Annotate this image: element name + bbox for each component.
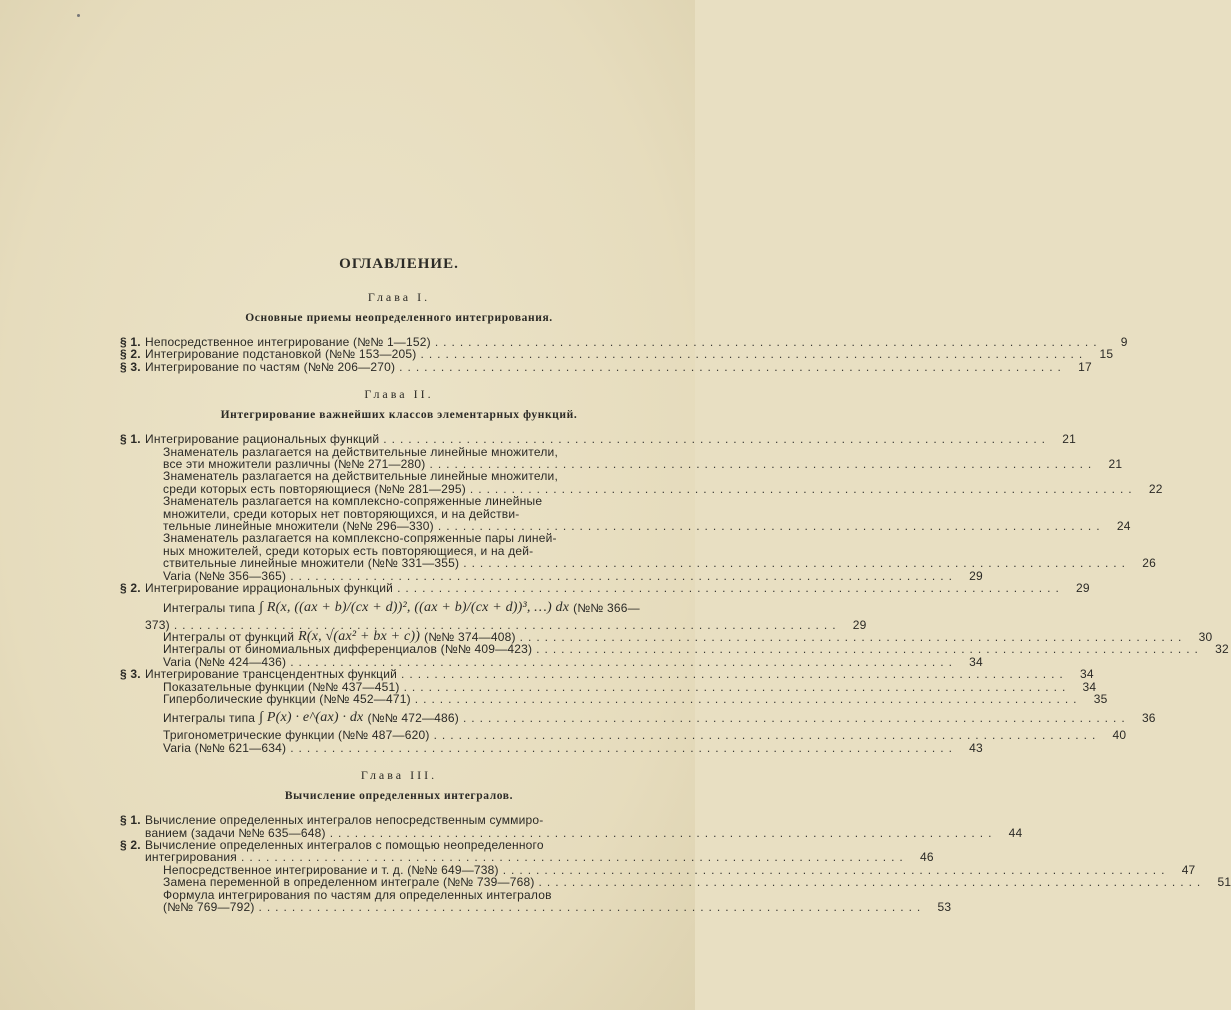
math-formula: ∫ P(x) · e^(ax) · dx [259, 710, 364, 726]
toc-entry [120, 850, 934, 865]
page-number: 17 [1078, 359, 1092, 374]
dot-leader: ................................................................................ [434, 335, 1102, 349]
toc-entry [120, 814, 638, 826]
toc-entry [120, 642, 1229, 657]
toc-entry [120, 532, 638, 544]
page-number: 43 [969, 740, 983, 755]
toc-entry [120, 581, 1090, 596]
entry-text: Знаменатель разлагается на действительные линейные множители, [163, 444, 558, 459]
entry-text: Непосредственное интегрирование и т. д. (№№ 649—738) [163, 862, 499, 877]
chapter-title: Основные приемы неопределенного интегрирования. [245, 312, 553, 324]
entry-text: множители, среди которых нет повторяющихся, и на действи- [163, 506, 520, 521]
toc-entry [120, 667, 1094, 682]
entry-text-continued: (№№ 472—486) [367, 711, 459, 726]
toc-entry [120, 875, 1231, 890]
dot-leader: ................................................................................ [462, 711, 1130, 726]
page-number: 32 [1215, 642, 1229, 657]
section-number: § 1. [120, 335, 141, 349]
entry-text-continued: (№№ 374—408) [424, 629, 516, 644]
entry-text: Varia (№№ 356—365) [163, 568, 287, 583]
dot-leader: ................................................................................ [502, 862, 1170, 877]
entry-text: 373) [145, 617, 170, 632]
spacer [120, 913, 638, 919]
entry-text: Интегралы от биномиальных дифференциалов (№№ 409—423) [163, 642, 533, 657]
dot-leader: ................................................................................ [383, 432, 1050, 447]
table-of-contents [120, 256, 1231, 919]
dot-leader: ................................................................................ [429, 457, 1097, 472]
dot-leader: ................................................................................ [290, 654, 957, 669]
section-number: § 3. [120, 667, 141, 682]
page-number: 9 [1120, 335, 1128, 349]
page-number: 35 [1093, 691, 1108, 706]
page-title: ОГЛАВЛЕНИЕ. [339, 256, 459, 272]
toc-entry [120, 740, 983, 755]
page-number: 40 [1112, 728, 1127, 743]
toc-entry [120, 495, 638, 507]
entry-text: Вычисление определенных интегралов с помощью неопределенного [145, 837, 544, 852]
toc-entry [120, 432, 1076, 447]
section-number: § 2. [120, 347, 141, 362]
page-number: 26 [1142, 556, 1156, 571]
dot-leader: ................................................................................ [420, 347, 1088, 362]
page-number: 34 [969, 654, 983, 669]
entry-text: ных множителей, среди которых есть повторяющиеся, и на дей- [163, 543, 534, 558]
chapter-title: Вычисление определенных интегралов. [284, 790, 514, 803]
chapter-heading: Глава II. [364, 387, 434, 402]
dot-leader: ................................................................................ [414, 691, 1082, 706]
entry-text: Интегрирование по частям (№№ 206—270) [145, 359, 396, 374]
entry-text: Интегрирование трансцендентных функций [145, 667, 398, 682]
entry-text-continued: (№№ 366— [573, 600, 640, 615]
entry-text: Интегрирование подстановкой (№№ 153—205) [145, 347, 417, 362]
dot-leader: ................................................................................ [536, 642, 1203, 657]
chapter-heading: Глава III. [360, 768, 438, 783]
page-number: 53 [937, 900, 952, 914]
page-number: 22 [1148, 481, 1163, 496]
page-number: 24 [1116, 519, 1131, 534]
entry-text: Varia (№№ 621—634) [163, 740, 287, 755]
entry-text: тельные линейные множители (№№ 296—330) [163, 519, 434, 534]
section-number: § 1. [120, 813, 141, 828]
page-number: 29 [852, 617, 867, 632]
entry-text: Интегралы от функций [163, 629, 295, 644]
entry-text: Показательные функции (№№ 437—451) [163, 679, 400, 694]
dot-leader: ................................................................................ [241, 850, 908, 865]
page-number: 21 [1108, 457, 1123, 472]
entry-text: Гиперболические функции (№№ 452—471) [163, 691, 411, 706]
dot-leader: ................................................................................ [397, 581, 1064, 596]
entry-text: Интегралы типа [163, 600, 256, 615]
dot-leader: ................................................................................ [519, 629, 1187, 644]
section-number: § 3. [120, 359, 141, 374]
entry-text: Varia (№№ 424—436) [163, 654, 287, 669]
toc-entry [120, 900, 952, 914]
math-formula: ∫ R(x, ((ax + b)/(cx + d))², ((ax + b)/(cx + d))³, …) dx [259, 599, 570, 615]
page-number: 30 [1198, 629, 1213, 644]
toc-entry [120, 470, 638, 482]
entry-text: Вычисление определенных интегралов непосредственным суммиро- [145, 813, 544, 828]
dot-leader: ................................................................................ [290, 568, 957, 583]
dot-leader: ................................................................................ [399, 359, 1066, 374]
dot-leader: ................................................................................ [173, 617, 841, 632]
entry-text: Непосредственное интегрирование (№№ 1—152) [145, 335, 431, 349]
entry-text: Интегралы типа [163, 711, 256, 726]
math-formula: R(x, √(ax² + bx + c)) [298, 628, 421, 644]
entry-text: Замена переменной в определенном интеграле (№№ 739—768) [163, 875, 535, 890]
page-number: 34 [1080, 667, 1094, 682]
scan-speck [77, 14, 80, 17]
dot-leader: ................................................................................ [538, 875, 1206, 890]
entry-text: (№№ 769—792) [163, 900, 255, 914]
entry-text: ствительные линейные множители (№№ 331—355) [163, 556, 460, 571]
page-number: 44 [1008, 825, 1023, 840]
toc-entry [120, 595, 638, 619]
entry-text: ванием (задачи №№ 635—648) [145, 825, 326, 840]
dot-leader: ................................................................................ [329, 825, 997, 840]
spacer [120, 373, 638, 379]
chapter-heading: Глава I. [367, 290, 431, 304]
section-number: § 2. [120, 837, 141, 852]
entry-text: среди которых есть повторяющиеся (№№ 281—295) [163, 481, 466, 496]
dot-leader: ................................................................................ [469, 481, 1137, 496]
entry-text: Знаменатель разлагается на комплексно-сопряженные пары линей- [163, 531, 557, 546]
entry-text: Формула интегрирования по частям для определенных интегралов [163, 887, 552, 902]
page-number: 15 [1099, 347, 1114, 362]
toc-entry [120, 705, 1156, 729]
page-number: 29 [969, 568, 983, 583]
dot-leader: ................................................................................ [463, 556, 1130, 571]
entry-text: интегрирования [145, 850, 238, 865]
dot-leader: ................................................................................ [403, 679, 1071, 694]
toc-entry [120, 359, 1092, 374]
page-number: 36 [1141, 711, 1156, 726]
dot-leader: ................................................................................ [258, 900, 926, 914]
page-number: 21 [1062, 432, 1076, 447]
entry-text: Интегрирование рациональных функций [145, 432, 380, 447]
page-number: 47 [1181, 862, 1196, 877]
dot-leader: ................................................................................ [401, 667, 1068, 682]
page-number: 34 [1082, 679, 1097, 694]
dot-leader: ................................................................................ [433, 728, 1101, 743]
section-number: § 2. [120, 581, 141, 596]
entry-text: все эти множители различны (№№ 271—280) [163, 457, 426, 472]
entry-text: Интегрирование иррациональных функций [145, 581, 394, 596]
entry-text: Тригонометрические функции (№№ 487—620) [163, 728, 430, 743]
page-number: 46 [919, 850, 934, 865]
page-number: 29 [1076, 581, 1090, 596]
page-number: 51 [1217, 875, 1231, 890]
entry-text: Знаменатель разлагается на действительные линейные множители, [163, 469, 558, 484]
toc-entry [120, 556, 1156, 571]
chapter-title: Интегрирование важнейших классов элементарных функций. [220, 409, 578, 422]
dot-leader: ................................................................................ [290, 740, 957, 755]
section-number: § 1. [120, 432, 141, 447]
toc-entry [120, 347, 1114, 362]
entry-text: Знаменатель разлагается на комплексно-сопряженные линейные [163, 494, 543, 509]
spacer [120, 754, 638, 760]
toc-entry [120, 728, 1127, 743]
toc-entry [120, 691, 1108, 706]
dot-leader: ................................................................................ [437, 519, 1105, 534]
